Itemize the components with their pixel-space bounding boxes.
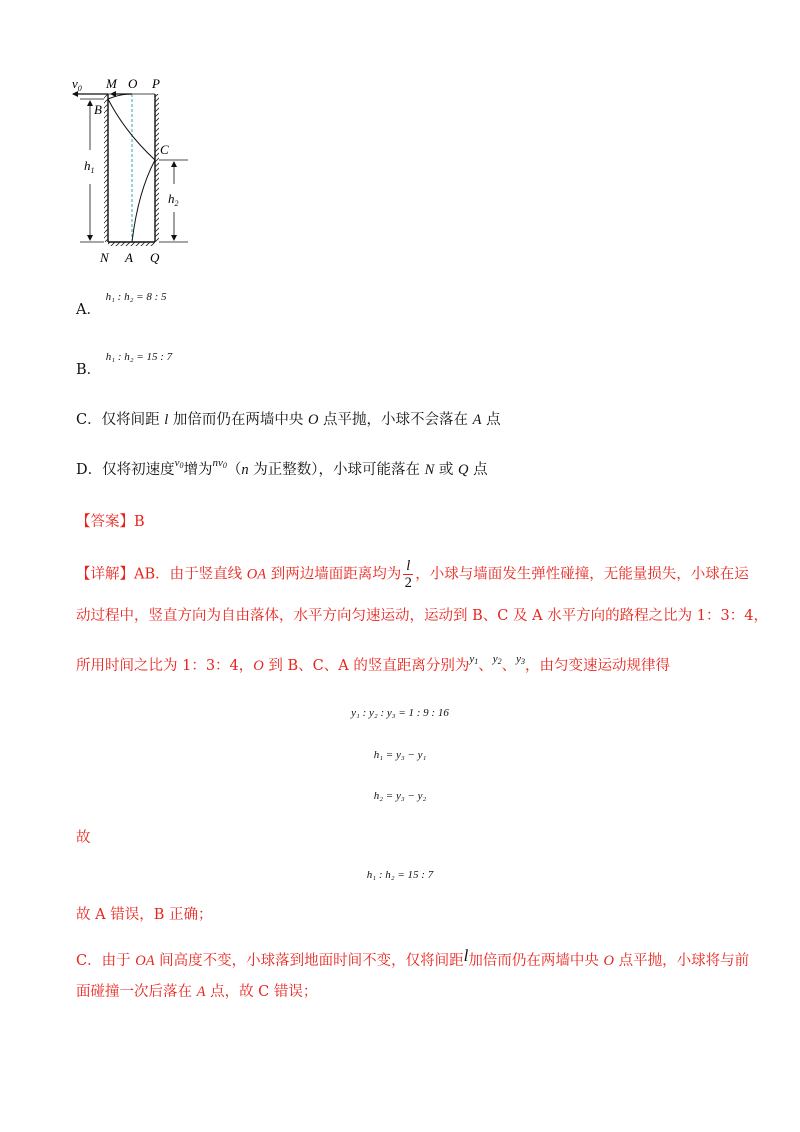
answer-line — [76, 512, 145, 532]
option-b-letter: B． — [76, 362, 102, 378]
option-a-letter: A． — [76, 302, 101, 318]
explanation-gu: 故 — [76, 830, 91, 846]
explanation-line-1: 【详解】AB．由于竖直线 OA 到两边墙面距离均为 $\frac{l}{2}$ ，小球与墙面发生弹性碰撞，无能量损失，小球在运 — [76, 558, 749, 591]
option-a-formula: h₁ : h₂ = 8 : 5 — [105, 291, 167, 303]
option-b-formula: h₁ : h₂ = 15 : 7 — [105, 351, 173, 363]
physics-diagram — [70, 72, 200, 267]
fraction-l-over-2: $\frac{l}{2}$ — [404, 558, 412, 591]
label-B: B — [94, 102, 102, 117]
explanation-line-2: 动过程中，竖直方向为自由落体，水平方向匀速运动，运动到 B、C 及 A 水平方向的路程之比为 1：3：4， — [76, 608, 768, 624]
option-c: C．仅将间距 l 加倍而仍在两墙中央 O 点平抛，小球不会落在 A 点 — [76, 412, 501, 428]
equation-h2: h₂ = y₃ − y₂ — [373, 790, 427, 802]
equation-h-ratio: h₁ : h₂ = 15 : 7 — [366, 869, 434, 881]
explanation-c-line-1: C．由于 OA 间高度不变，小球落到地面时间不变，仅将间距l加倍而仍在两墙中央 O 点平抛，小球将与前 — [76, 946, 750, 969]
label-h2: $h_2$ — [168, 191, 179, 208]
option-d: D．仅将初速度$^{v_0}$增为$^{nv_0}$（n 为正整数），小球可能落在 N 或 Q 点 — [76, 457, 488, 478]
option-b — [76, 351, 173, 378]
label-O: O — [128, 76, 138, 91]
label-Q: Q — [150, 250, 160, 265]
answer-label: 【答案】 — [76, 514, 134, 530]
explanation-conclusion: 故 A 错误，B 正确； — [76, 907, 213, 923]
explanation-line-3: 所用时间之比为 1：3：4，O 到 B、C、A 的竖直距离分别为$^{y_1}$、$^{y_2}$、$^{y_3}$，由匀变速运动规律得 — [76, 653, 671, 674]
explanation-label: 【详解】 — [76, 566, 134, 583]
label-v0: $v_0$ — [72, 76, 82, 93]
answer-value: B — [134, 514, 145, 530]
equation-y-ratio: y₁ : y₂ : y₃ = 1 : 9 : 16 — [351, 707, 449, 719]
label-N: N — [100, 250, 109, 265]
label-h1: $h_1$ — [84, 158, 95, 175]
option-a — [76, 291, 167, 318]
label-P: P — [152, 76, 160, 91]
label-C: C — [160, 142, 169, 157]
label-M: M — [106, 76, 117, 91]
explanation-c-line-2: 面碰撞一次后落在 A 点，故 C 错误； — [76, 984, 318, 1000]
label-A: A — [125, 250, 133, 265]
equation-h1: h₁ = y₃ − y₁ — [373, 749, 427, 761]
